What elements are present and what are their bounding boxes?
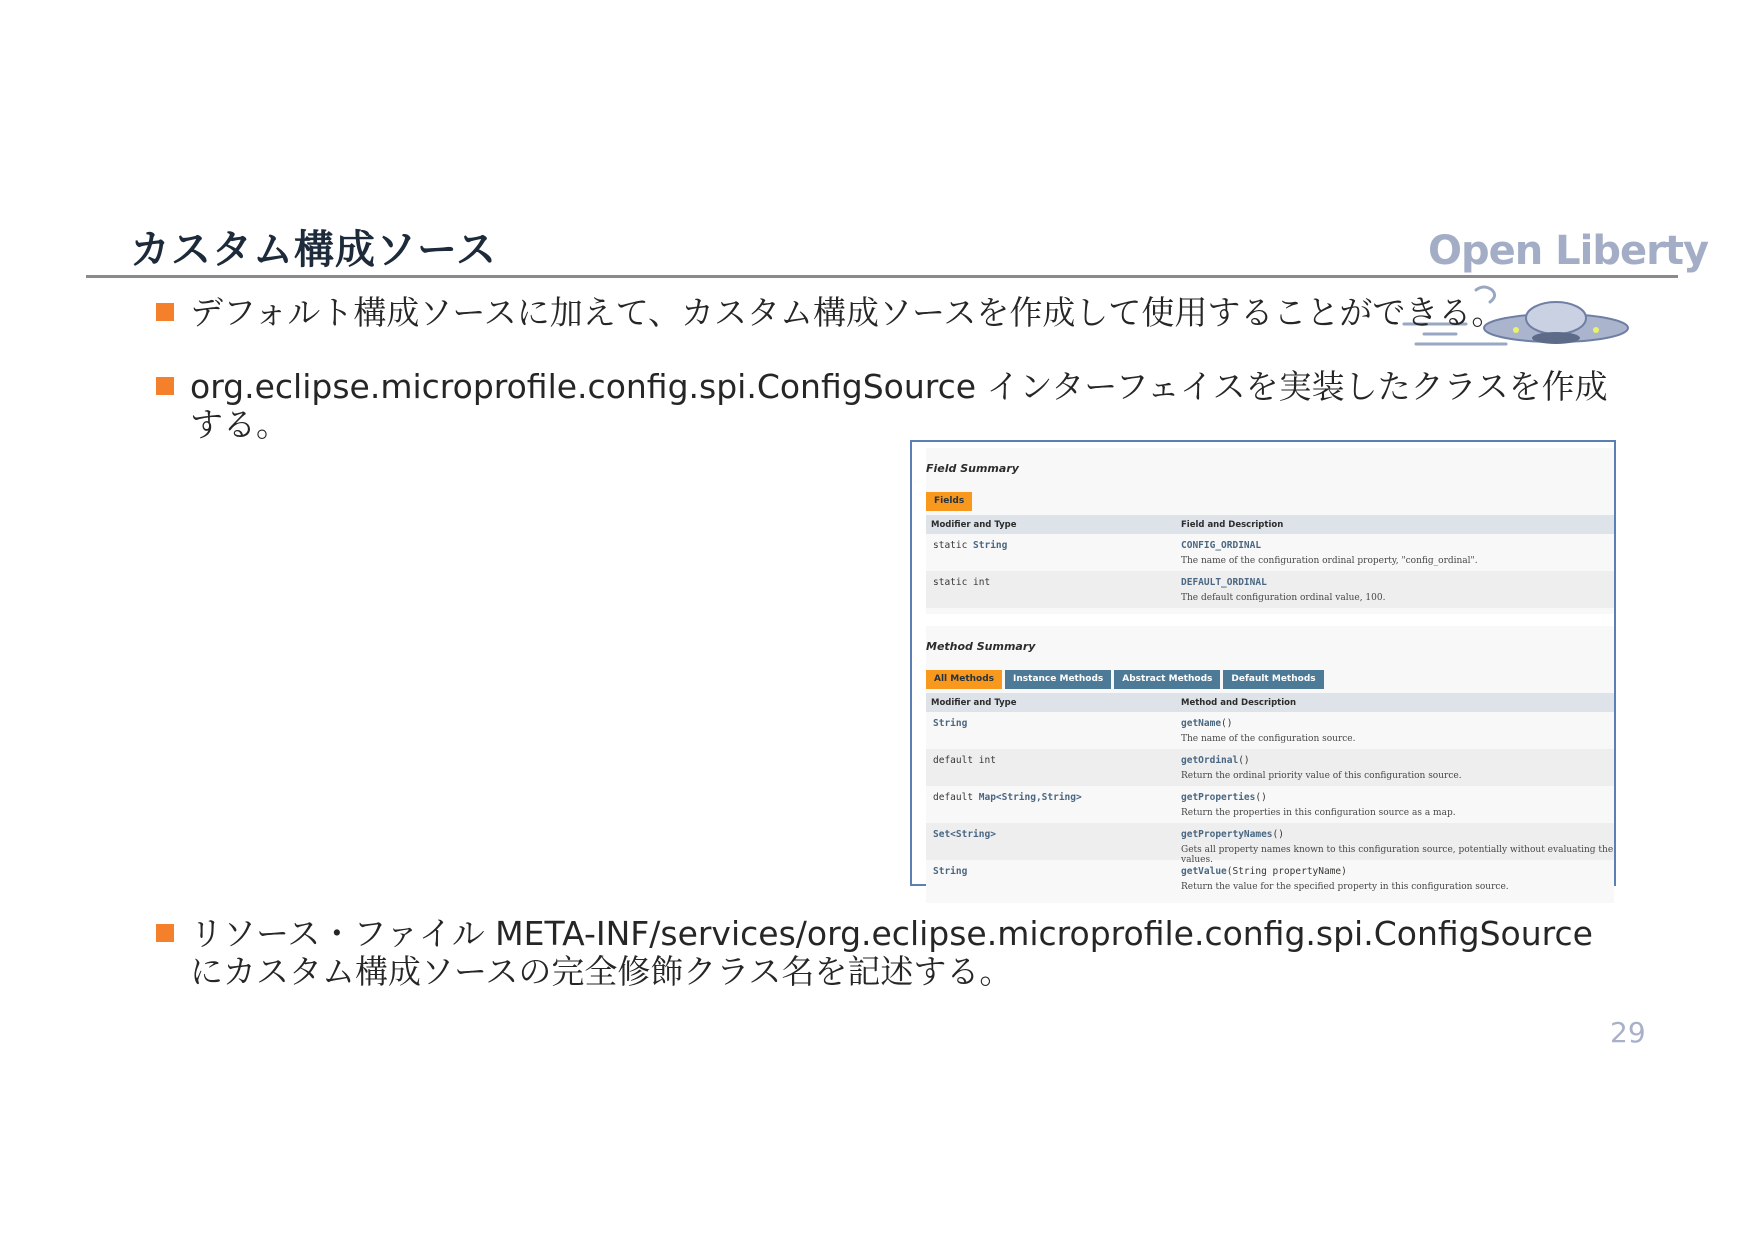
- modifier: static: [933, 540, 974, 551]
- tab-all-methods[interactable]: All Methods: [926, 670, 1002, 689]
- method-params: (): [1272, 829, 1284, 840]
- modifier-type: [926, 866, 1181, 897]
- modifier-type: [926, 792, 1181, 823]
- modifier-type: [926, 577, 1181, 608]
- method-params: (): [1255, 792, 1267, 803]
- method-params: (): [1221, 718, 1233, 729]
- method-table-header: [926, 693, 1614, 712]
- method-link[interactable]: getPropertyNames: [1181, 829, 1273, 840]
- field-description: [1181, 577, 1614, 608]
- field-link[interactable]: CONFIG_ORDINAL: [1181, 540, 1262, 551]
- modifier: static int: [933, 577, 991, 588]
- tab-instance-methods[interactable]: Instance Methods: [1005, 670, 1111, 689]
- field-summary-title: Field Summary: [926, 462, 1019, 475]
- method-description: [1181, 718, 1614, 749]
- bullet-marker: [156, 377, 174, 395]
- method-link[interactable]: getName: [1181, 718, 1222, 729]
- type-link[interactable]: String: [933, 866, 968, 877]
- bullet-line: org.eclipse.microprofile.config.spi.ConfigSource インターフェイスを実装したクラスを作成: [190, 367, 1608, 406]
- description: Gets all property names known to this configuration source, potentially without evaluating the values.: [1181, 845, 1614, 865]
- method-summary-title: Method Summary: [926, 640, 1036, 653]
- method-description: [1181, 755, 1614, 786]
- slide-title: カスタム構成ソース: [130, 227, 497, 273]
- field-table-header: [926, 515, 1614, 534]
- description: The default configuration ordinal value, 100.: [1181, 593, 1386, 603]
- bullet-line: にカスタム構成ソースの完全修飾クラス名を記述する。: [190, 952, 1013, 991]
- modifier-type: [926, 540, 1181, 571]
- bullet-text-3: [190, 915, 1593, 991]
- description: Return the value for the specified property in this configuration source.: [1181, 882, 1509, 892]
- bullet-marker: [156, 924, 174, 942]
- tab-abstract-methods[interactable]: Abstract Methods: [1114, 670, 1220, 689]
- open-liberty-logo: Open Liberty: [1428, 228, 1709, 274]
- modifier-type: [926, 829, 1181, 860]
- description: The name of the configuration ordinal property, "config_ordinal".: [1181, 556, 1478, 566]
- modifier: default int: [933, 755, 996, 766]
- type-link[interactable]: Map<String,String>: [978, 792, 1082, 803]
- field-summary: [926, 448, 1614, 614]
- table-row: [926, 749, 1614, 786]
- table-row: [926, 823, 1614, 865]
- description: The name of the configuration source.: [1181, 734, 1356, 744]
- method-link[interactable]: getOrdinal: [1181, 755, 1239, 766]
- method-summary: [926, 626, 1614, 903]
- page-number: 29: [1610, 1016, 1646, 1049]
- method-description: [1181, 866, 1614, 897]
- bullet-line: デフォルト構成ソースに加えて、カスタム構成ソースを作成して使用することができる。: [190, 293, 1505, 332]
- column-header: Field and Description: [1181, 519, 1284, 530]
- column-header: Modifier and Type: [931, 697, 1017, 708]
- modifier-type: [926, 718, 1181, 749]
- bullet-line: リソース・ファイル META-INF/services/org.eclipse.microprofile.config.spi.ConfigSource: [190, 914, 1593, 953]
- type-link[interactable]: String: [933, 718, 968, 729]
- method-params: (String propertyName): [1226, 866, 1347, 877]
- table-row: [926, 534, 1614, 571]
- javadoc-panel: [910, 440, 1616, 892]
- tab-default-methods[interactable]: Default Methods: [1223, 670, 1323, 689]
- description: Return the properties in this configuration source as a map.: [1181, 808, 1456, 818]
- field-link[interactable]: DEFAULT_ORDINAL: [1181, 577, 1267, 588]
- method-description: [1181, 829, 1614, 865]
- tab-fields[interactable]: Fields: [926, 492, 972, 511]
- method-tabs: [926, 670, 1614, 689]
- description: Return the ordinal priority value of this configuration source.: [1181, 771, 1462, 781]
- table-row: [926, 860, 1614, 897]
- method-description: [1181, 792, 1614, 823]
- method-link[interactable]: getProperties: [1181, 792, 1256, 803]
- title-divider: [86, 275, 1678, 278]
- type-link[interactable]: Set<String>: [933, 829, 996, 840]
- method-link[interactable]: getValue: [1181, 866, 1227, 877]
- table-row: [926, 786, 1614, 823]
- type-link[interactable]: String: [973, 540, 1008, 551]
- modifier-type: [926, 755, 1181, 786]
- table-row: [926, 571, 1614, 608]
- column-header: Method and Description: [1181, 697, 1297, 708]
- column-header: Modifier and Type: [931, 519, 1017, 530]
- modifier: default: [933, 792, 979, 803]
- bullet-text-2: [190, 368, 1608, 444]
- bullet-text-1: [190, 294, 1504, 332]
- bullet-marker: [156, 303, 174, 321]
- bullet-line: する。: [190, 405, 289, 444]
- field-description: [1181, 540, 1614, 571]
- method-params: (): [1238, 755, 1250, 766]
- table-row: [926, 712, 1614, 749]
- field-tabs: [926, 492, 1614, 511]
